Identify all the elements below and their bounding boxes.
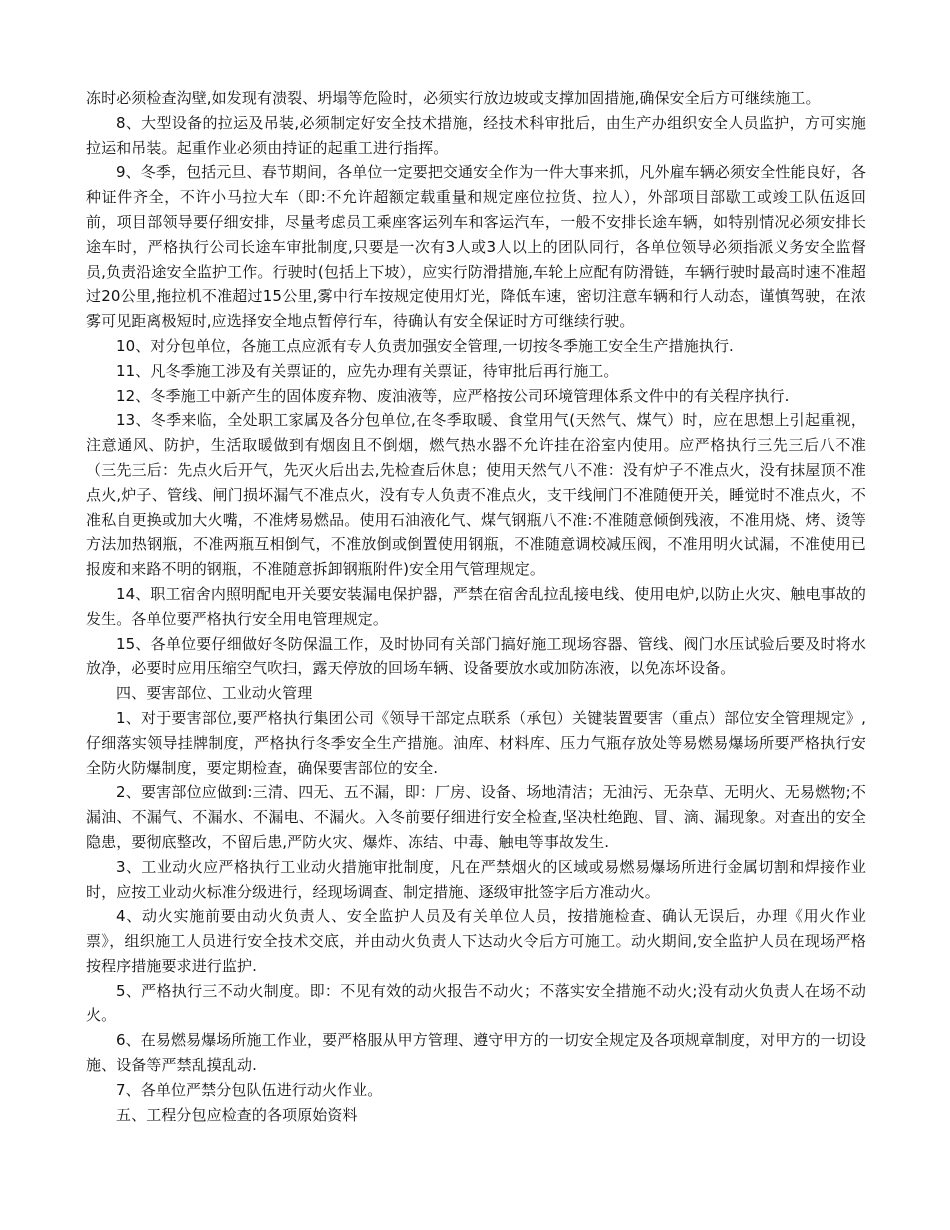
paragraph-section4-item-2: 2、要害部位应做到:三清、四无、五不漏，即：厂房、设备、场地清洁；无油污、无杂草、无明火、无易燃物;不漏油、不漏气、不漏水、不漏电、不漏火。入冬前要仔细进行安全检查,坚决杜绝跑、冒、滴、漏现象。对查出的安全隐患，要彻底整改，不留后患,严防火灾、爆炸、冻结、中毒、触电等事故发生.	[86, 783, 866, 851]
paragraph-continuation: 冻时必须检查沟壁,如发现有溃裂、坍塌等危险时，必须实行放边坡或支撑加固措施,确保安全后方可继续施工。	[86, 89, 821, 107]
section-heading-5: 五、工程分包应检查的各项原始资料	[116, 1105, 358, 1124]
paragraph-item-15: 15、各单位要仔细做好冬防保温工作，及时协同有关部门搞好施工现场容器、管线、阀门水压试验后要及时将水放净，必要时应用压缩空气吹扫，露天停放的回场车辆、设备要放水或加防冻液，以免冻坏设备。	[86, 634, 866, 678]
paragraph-section4-item-5: 5、严格执行三不动火制度。即：不见有效的动火报告不动火；不落实安全措施不动火;没有动火负责人在场不动火。	[86, 981, 866, 1025]
paragraph-section4-item-3: 3、工业动火应严格执行工业动火措施审批制度，凡在严禁烟火的区域或易燃易爆场所进行金属切割和焊接作业时，应按工业动火标准分级进行，经现场调查、制定措施、逐级审批签字后方准动火。	[86, 857, 866, 901]
paragraph-item-13: 13、冬季来临，全处职工家属及各分包单位,在冬季取暖、食堂用气(天然气、煤气）时，应在思想上引起重视，注意通风、防护，生活取暖做到有烟囱且不倒烟，燃气热水器不允许挂在浴室内使用。应严格执行三先三后八不准（三先三后：先点火后开气，先灭火后出去,先检查后休息；使用天然气八不准：没有炉子不准点火，没有抹屋顶不准点火,炉子、管线、闸门损坏漏气不准点火，没有专人负责不准点火，支干线闸门不准随便开关，睡觉时不准点火，不准私自更换或加大火嘴，不准烤易燃品。使用石油液化气、煤气钢瓶八不准:不准随意倾倒残液，不准用烧、烤、烫等方法加热钢瓶，不准两瓶互相倒气，不准放倒或倒置使用钢瓶，不准随意调校减压阀，不准用明火试漏，不准使用已报废和来路不明的钢瓶，不准随意拆卸钢瓶附件)安全用气管理规定。	[86, 411, 866, 579]
paragraph-section4-item-7: 7、各单位严禁分包队伍进行动火作业。	[116, 1080, 383, 1099]
paragraph-item-14: 14、职工宿舍内照明配电开关要安装漏电保护器，严禁在宿舍乱拉乱接电线、使用电炉,以防止火灾、触电事故的发生。各单位要严格执行安全用电管理规定。	[86, 584, 866, 628]
paragraph-item-10: 10、对分包单位，各施工点应派有专人负责加强安全管理,一切按冬季施工安全生产措施执行.	[116, 336, 734, 355]
paragraph-section4-item-4: 4、动火实施前要由动火负责人、安全监护人员及有关单位人员，按措施检查、确认无误后，办理《用火作业票》，组织施工人员进行安全技术交底，并由动火负责人下达动火令后方可施工。动火期间,安全监护人员在现场严格按程序措施要求进行监护.	[86, 907, 866, 975]
paragraph-item-11: 11、凡冬季施工涉及有关票证的，应先办理有关票证，待审批后再行施工。	[116, 361, 619, 380]
paragraph-section4-item-6: 6、在易燃易爆场所施工作业，要严格服从甲方管理、遵守甲方的一切安全规定及各项规章制度，对甲方的一切设施、设备等严禁乱摸乱动.	[86, 1031, 866, 1075]
paragraph-item-8: 8、大型设备的拉运及吊装,必须制定好安全技术措施，经技术科审批后，由生产办组织安全人员监护，方可实施拉运和吊装。起重作业必须由持证的起重工进行指挥。	[86, 113, 866, 157]
paragraph-section4-item-1: 1、对于要害部位,要严格执行集团公司《领导干部定点联系（承包）关键装置要害（重点）部位安全管理规定》,仔细落实领导挂牌制度，严格执行冬季安全生产措施。油库、材料库、压力气瓶存放处等易燃易爆场所要严格执行安全防火防爆制度，要定期检查，确保要害部位的安全.	[86, 708, 866, 777]
paragraph-item-9: 9、冬季，包括元旦、春节期间，各单位一定要把交通安全作为一件大事来抓，凡外雇车辆必须安全性能良好，各种证件齐全，不许小马拉大车（即:不允许超额定载重量和规定座位拉货、拉人），外部项目部歇工或竣工队伍返回前，项目部领导要仔细安排，尽量考虑员工乘座客运列车和客运汽车，一般不安排长途车辆，如特别情况必须安排长途车时，严格执行公司长途车审批制度,只要是一次有3人或3人以上的团队同行，各单位领导必须指派义务安全监督员,负责沿途安全监护工作。行驶时(包括上下坡），应实行防滑措施,车轮上应配有防滑链，车辆行驶时最高时速不准超过20公里,拖拉机不准超过15公里,雾中行车按规定使用灯光，降低车速，密切注意车辆和行人动态，谨慎驾驶，在浓雾可见距离极短时,应选择安全地点暂停行车，待确认有安全保证时方可继续行驶。	[86, 163, 866, 331]
paragraph-item-12: 12、冬季施工中新产生的固体废弃物、废油液等，应严格按公司环境管理体系文件中的有关程序执行.	[116, 386, 790, 405]
document-body	[86, 86, 866, 1127]
section-heading-4: 四、要害部位、工业动火管理	[116, 684, 313, 703]
